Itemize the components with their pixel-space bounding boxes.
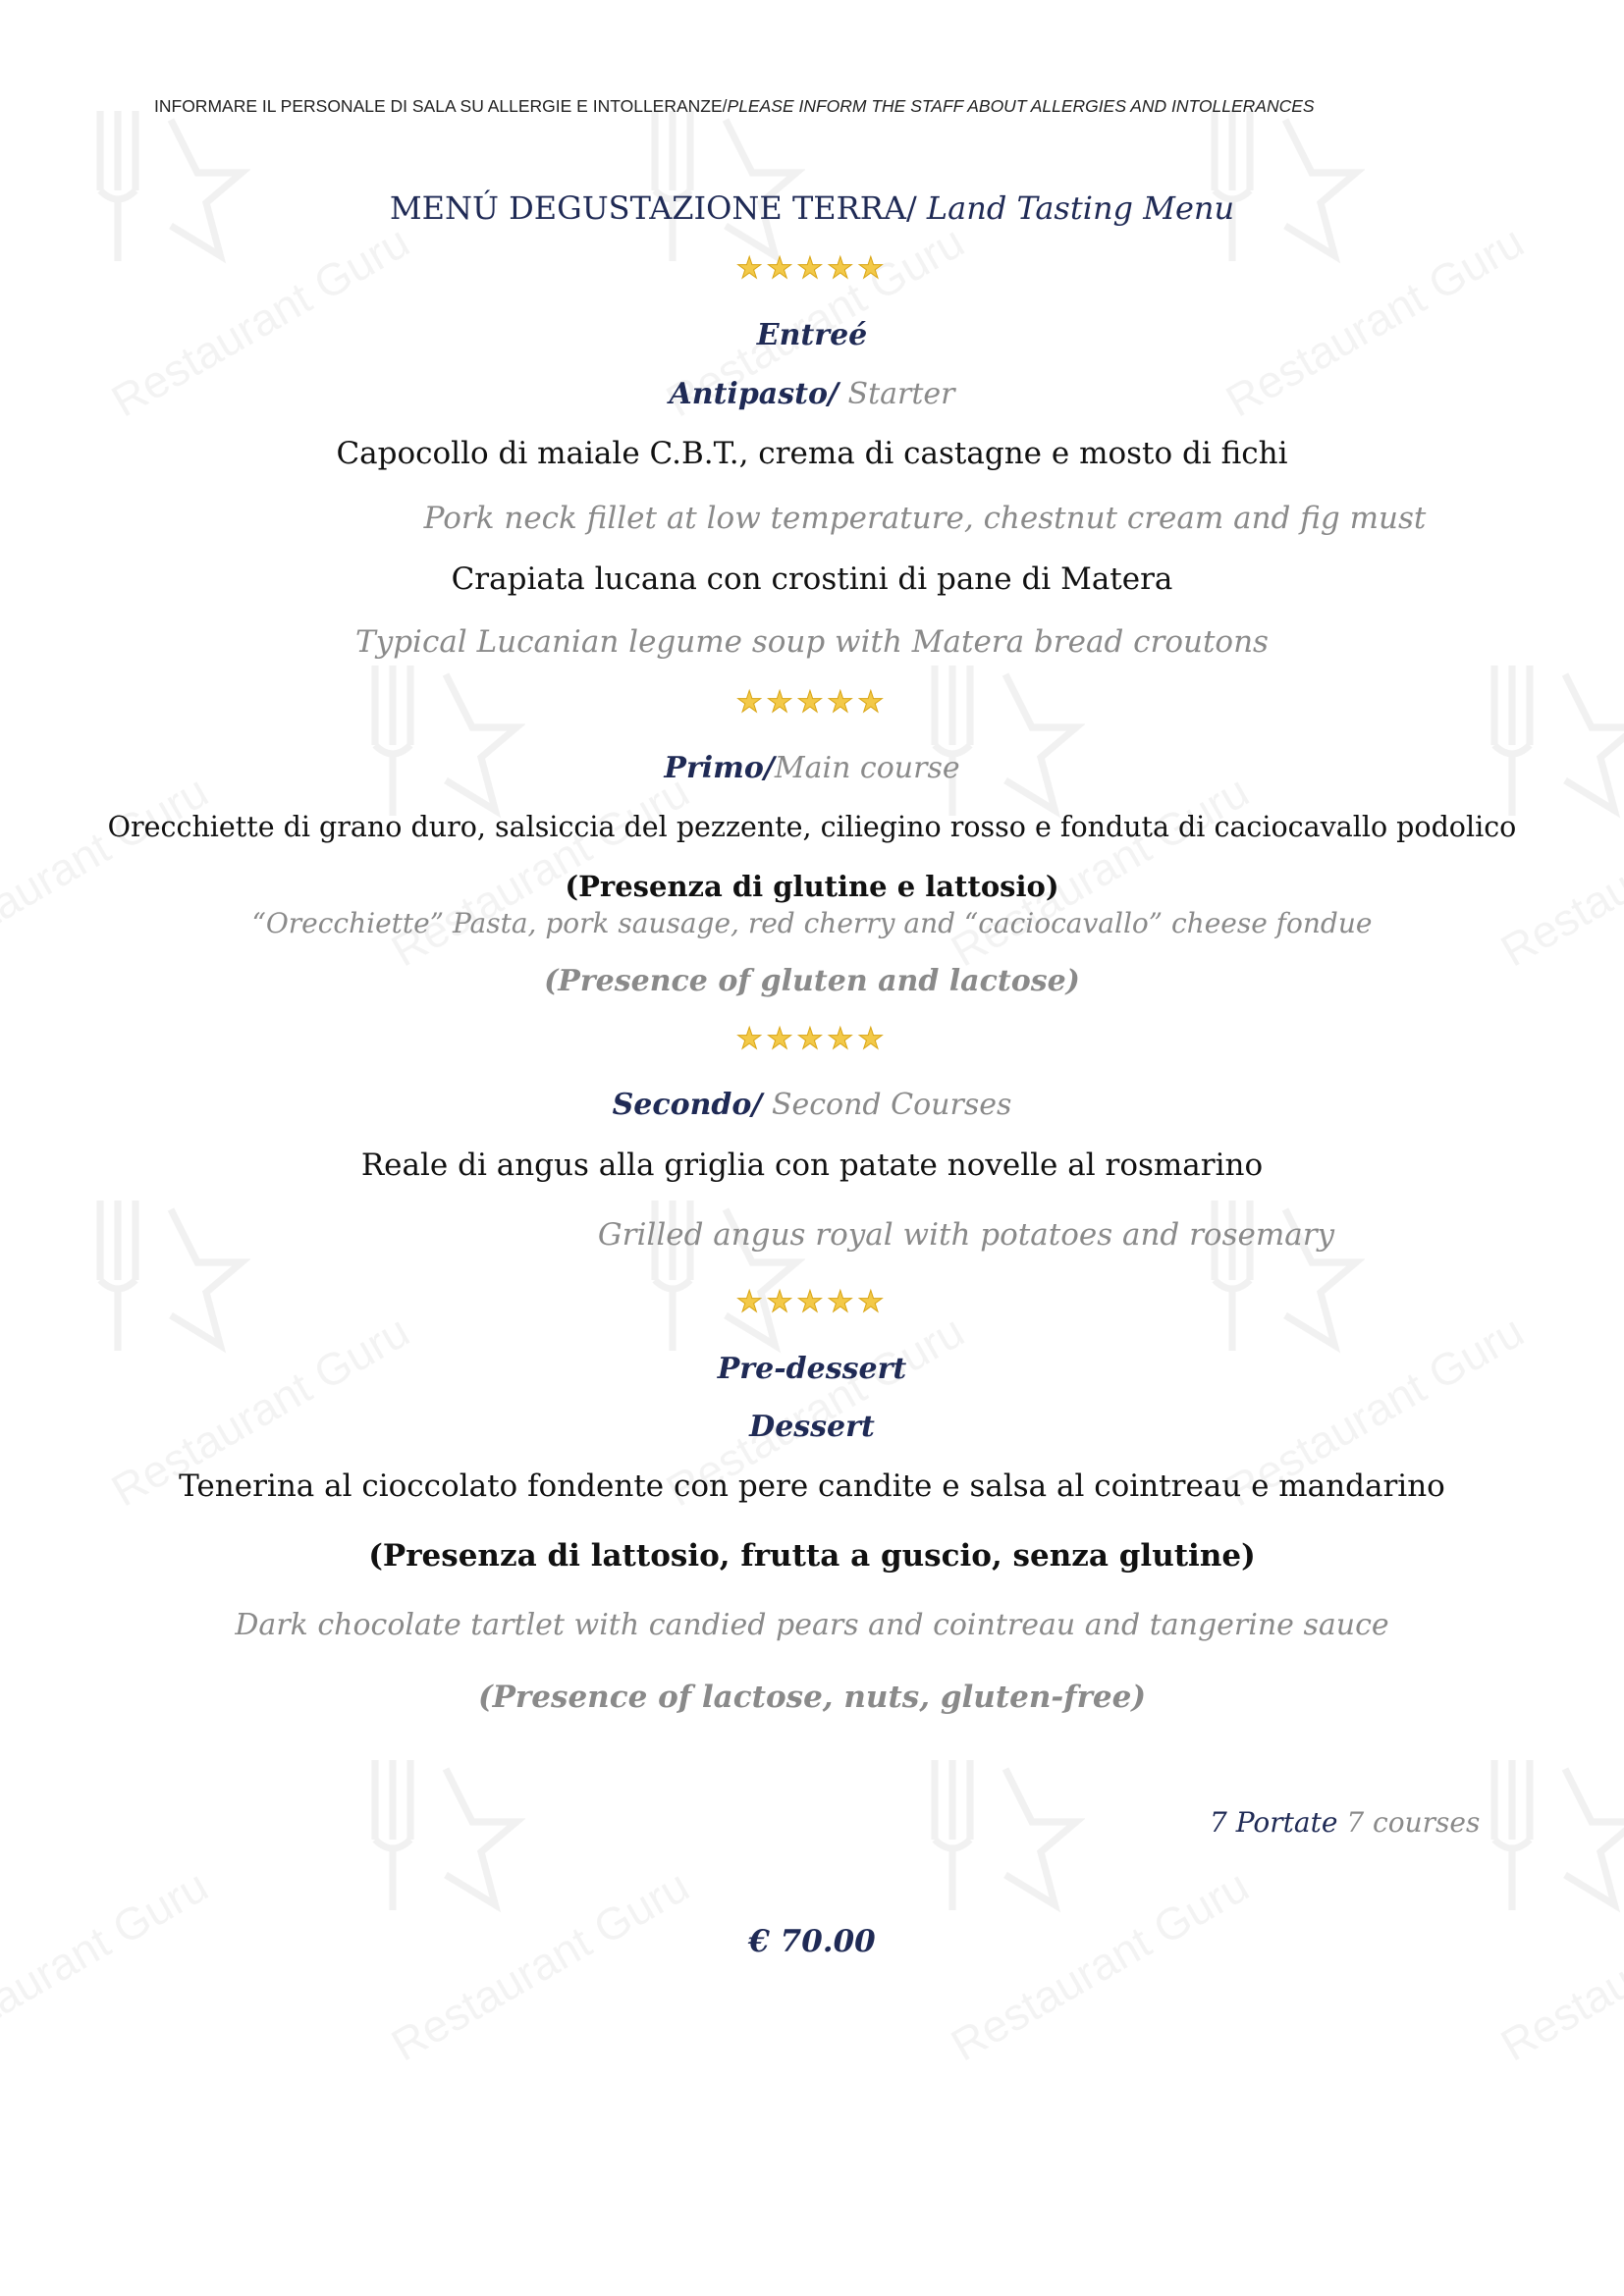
restaurant-guru-logo-icon xyxy=(1188,1183,1365,1360)
star-divider: ★★★★★ xyxy=(735,251,889,286)
antipasto-heading-it: Antipasto/ xyxy=(669,377,839,411)
restaurant-guru-logo-icon xyxy=(1468,1742,1624,1919)
menu-price: € 70.00 xyxy=(748,1924,876,1959)
dish-it: Reale di angus alla griglia con patate novelle al rosmarino xyxy=(360,1148,1264,1183)
watermark-text xyxy=(942,1859,1258,2072)
dish-it: Tenerina al cioccolato fondente con pere candite e salsa al cointreau e mandarino xyxy=(179,1468,1445,1504)
allergen-en: (Presence of gluten and lactose) xyxy=(544,964,1080,998)
allergy-notice-it: INFORMARE IL PERSONALE DI SALA SU ALLERGIE E INTOLLERANZE/ xyxy=(154,96,728,116)
menu-title-it: MENÚ DEGUSTAZIONE TERRA/ xyxy=(389,189,917,227)
watermark-text xyxy=(1491,1859,1624,2072)
restaurant-guru-logo-icon xyxy=(1468,648,1624,825)
restaurant-guru-logo-icon xyxy=(74,93,250,270)
dish-en: “Orecchiette” Pasta, pork sausage, red cherry and “caciocavallo” cheese fondue xyxy=(251,907,1373,939)
allergen-it: (Presenza di glutine e lattosio) xyxy=(565,870,1059,903)
antipasto-heading xyxy=(0,377,1624,411)
dish-en: Pork neck fillet at low temperature, chestnut cream and fig must xyxy=(423,501,1427,536)
primo-heading xyxy=(0,751,1624,785)
star-divider: ★★★★★ xyxy=(735,685,889,720)
allergy-notice-en: PLEASE INFORM THE STAFF ABOUT ALLERGIES AND INTOLLERANCES xyxy=(727,96,1315,116)
restaurant-guru-logo-icon xyxy=(908,1742,1085,1919)
primo-heading-it: Primo/ xyxy=(664,751,775,785)
dish-en: Dark chocolate tartlet with candied pears and cointreau and tangerine sauce xyxy=(235,1608,1389,1642)
primo-heading-en: Main course xyxy=(774,751,960,785)
restaurant-guru-logo-icon xyxy=(1188,93,1365,270)
dish-en: Grilled angus royal with potatoes and rosemary xyxy=(597,1217,1335,1253)
restaurant-guru-logo-icon xyxy=(908,648,1085,825)
restaurant-guru-logo-icon xyxy=(628,1183,805,1360)
courses-count xyxy=(1210,1806,1480,1839)
antipasto-heading-en: Starter xyxy=(847,377,955,411)
restaurant-guru-logo-icon xyxy=(74,1183,250,1360)
allergen-it: (Presenza di lattosio, frutta a guscio, senza glutine) xyxy=(368,1538,1256,1574)
restaurant-guru-logo-icon xyxy=(628,93,805,270)
star-divider: ★★★★★ xyxy=(735,1022,889,1056)
secondo-heading-en: Second Courses xyxy=(771,1088,1012,1122)
courses-it: 7 Portate xyxy=(1210,1806,1338,1839)
secondo-heading xyxy=(0,1088,1624,1122)
dessert-label: Dessert xyxy=(749,1410,875,1444)
secondo-heading-it: Secondo/ xyxy=(612,1088,763,1122)
restaurant-guru-logo-icon xyxy=(349,648,525,825)
menu-title xyxy=(0,189,1624,227)
menu-title-en: Land Tasting Menu xyxy=(926,189,1235,227)
dish-en: Typical Lucanian legume soup with Matera bread croutons xyxy=(355,624,1269,660)
allergen-en: (Presence of lactose, nuts, gluten-free) xyxy=(477,1680,1147,1715)
watermark-text xyxy=(382,1859,698,2072)
dish-it: Orecchiette di grano duro, salsiccia del pezzente, ciliegino rosso e fonduta di caciocavallo podolico xyxy=(107,811,1517,843)
pre-dessert-label: Pre-dessert xyxy=(717,1352,907,1386)
dish-it: Crapiata lucana con crostini di pane di Matera xyxy=(451,561,1173,597)
allergy-notice xyxy=(154,96,1315,117)
courses-en: 7 courses xyxy=(1346,1806,1481,1839)
dish-it: Capocollo di maiale C.B.T., crema di castagne e mosto di fichi xyxy=(336,436,1288,471)
restaurant-guru-logo-icon xyxy=(349,1742,525,1919)
entree-label: Entreé xyxy=(756,318,868,352)
star-divider: ★★★★★ xyxy=(735,1285,889,1319)
watermark-text xyxy=(0,1859,217,2072)
